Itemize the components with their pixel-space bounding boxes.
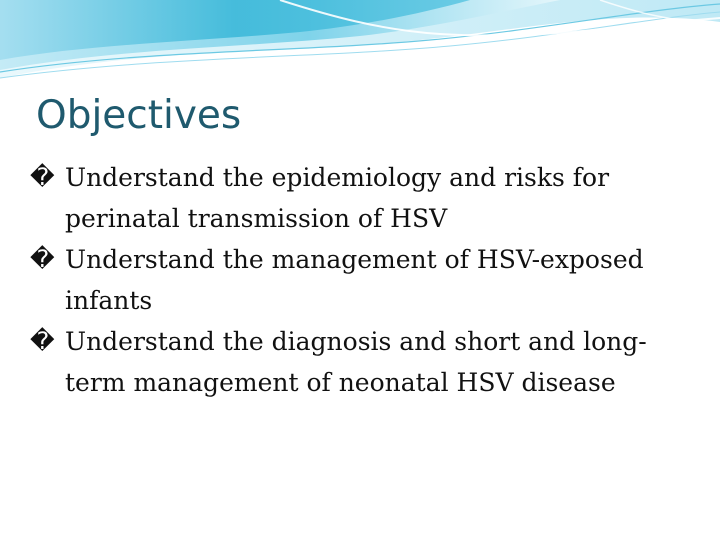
bullet-text: Understand the diagnosis and short and long-term management of neonatal HSV disease xyxy=(65,327,647,397)
slide-title: Objectives xyxy=(36,93,242,138)
bullet-glyph-icon: � xyxy=(30,327,55,355)
list-item xyxy=(30,321,680,403)
bullet-glyph-icon: � xyxy=(30,245,55,273)
header-wave-decoration xyxy=(0,0,720,90)
bullet-text: Understand the management of HSV-exposed infants xyxy=(65,245,644,315)
bullet-text: Understand the epidemiology and risks for perinatal transmission of HSV xyxy=(65,163,610,233)
list-item xyxy=(30,157,680,239)
objectives-list xyxy=(30,157,680,403)
bullet-glyph-icon: � xyxy=(30,163,55,191)
list-item xyxy=(30,239,680,321)
